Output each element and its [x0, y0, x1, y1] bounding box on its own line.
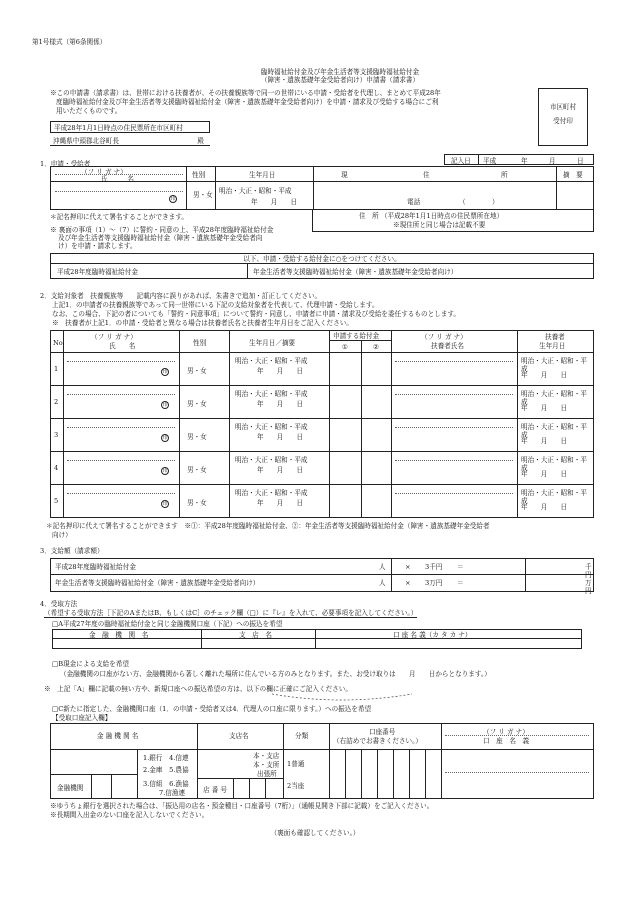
bank-types-3[interactable]: 3.信組 6.漁協	[143, 780, 189, 788]
row-sup-ymd[interactable]: 年 月 日	[521, 404, 568, 412]
table-row[interactable]	[51, 452, 593, 485]
col-category: 分類	[295, 732, 309, 740]
amount-table	[50, 558, 594, 596]
benefit-option-2[interactable]: 年金生活者等支援臨時福祉給付金（障害・遺族基礎年金受給者向け）	[253, 268, 458, 276]
dashed-arrow-icon	[272, 692, 412, 704]
entry-day: 日	[577, 157, 584, 165]
section2-footnote-1: ＊記名押印に代えて署名することができます ※①：平成28年度臨時福祉給付金、②：年金生活者等支援臨時福祉給付金（障害・遺族基礎年金受給者	[46, 522, 490, 530]
col-gender: 性別	[192, 171, 206, 179]
equals-2: ＝	[457, 579, 464, 587]
form-title-2: （障害・遺族基礎年金受給者向け）申請書（請求書）	[260, 76, 420, 84]
amount-1: 3千円	[425, 563, 443, 571]
col-apply-2: ②	[373, 343, 379, 351]
col-dep-name: 氏 名	[109, 342, 136, 350]
row-sup-eras[interactable]: 明治・大正・昭和・平成	[521, 456, 587, 473]
col-holder-furigana: （フ リ ガ ナ）	[483, 728, 529, 736]
section1-heading: 1．申請・受給者	[40, 160, 91, 168]
row-gender[interactable]: 男・女	[187, 367, 207, 375]
row-ymd[interactable]: 年 月 日	[257, 499, 304, 507]
opt-a-branch: 支 店 名	[239, 631, 272, 639]
bank-account-table	[50, 723, 594, 799]
amount-2: 3万円	[425, 579, 443, 587]
col-place: 所	[501, 171, 508, 179]
col-apply-1: ①	[342, 343, 348, 351]
row-ymd[interactable]: 年 月 日	[257, 367, 304, 375]
col-sup-furigana: （フ リ ガ ナ）	[421, 333, 467, 341]
entry-date-box[interactable]	[444, 154, 594, 165]
addr-note-1: 住 所 （平成28年1月1日時点の住民票所在地）	[359, 212, 504, 220]
col-name: 氏 名	[101, 175, 134, 183]
col-account-no: 口座番号	[369, 728, 396, 736]
bank-types-1[interactable]: 1.銀行 4.信連	[143, 754, 189, 762]
table-row[interactable]	[51, 386, 593, 419]
row-gender[interactable]: 男・女	[187, 499, 207, 507]
note-a: ※ 上記「A」欄に記載の無い方や、新規口座への振込希望の方は、以下の欄に正確にご記入ください。	[44, 685, 352, 693]
registered-address-box[interactable]	[312, 210, 594, 232]
municipality-label: 平成28年1月1日時点の住民票所在市区町村	[50, 121, 210, 133]
row-sup-ymd[interactable]: 年 月 日	[521, 503, 568, 511]
amount-row-1-person[interactable]: 人	[379, 563, 386, 571]
bank-types-4[interactable]: 7.信漁連	[159, 789, 186, 797]
col-remarks: 摘 要	[563, 171, 583, 179]
col-bank-name: 金 融 機 関 名	[97, 732, 139, 740]
row-eras[interactable]: 明治・大正・昭和・平成	[235, 489, 308, 497]
row-sup-eras[interactable]: 明治・大正・昭和・平成	[521, 357, 587, 374]
section2-heading: 2．支給対象者 扶養親族等 記載内容に誤りがあれば、朱書きで追加・訂正してください。	[40, 292, 322, 300]
acct-type-2[interactable]: 2当座	[287, 782, 305, 790]
col-dep-gender: 性別	[193, 339, 207, 347]
section4-heading: 4．受取方法	[40, 600, 78, 608]
intro-line-3: 用いただくものです。	[56, 107, 122, 115]
equals-1: ＝	[457, 563, 464, 571]
amount-row-1-label: 平成28年度臨時福祉給付金	[55, 563, 136, 571]
bank-form-label: 【受取口座記入欄】	[52, 714, 112, 722]
col-current: 現	[341, 171, 348, 179]
section3-heading: 3．支給額（請求額）	[40, 547, 104, 555]
consent-line-1: ※ 裏面の事項（1）～（7）に誓約・同意の上、平成28年度臨時福祉給付金	[50, 226, 274, 234]
applicant-ymd[interactable]: 年 月 日	[251, 198, 298, 206]
phone-input[interactable]: （ ）	[459, 198, 499, 206]
addr-note-2: ※現住所と同じ場合は記載不要	[393, 221, 486, 230]
yucho-note: ※ゆうちょ銀行を選択された場合は、「振込用の店名・預金種目・口座番号（7桁）」（通帳見開き下部に記載）をご記入ください。	[50, 802, 434, 810]
col-account-note: （右詰めでお書きください。）	[333, 737, 423, 745]
row-no: 2	[54, 398, 59, 406]
row-no: 3	[54, 431, 59, 439]
branch-types-1[interactable]: 本・支店	[253, 752, 280, 760]
consent-line-2: 及び年金生活者等支援臨時福祉給付金（障害・遺族基礎年金受給者向	[58, 234, 263, 242]
applicant-eras[interactable]: 明治・大正・昭和・平成	[219, 187, 292, 195]
row-eras[interactable]: 明治・大正・昭和・平成	[235, 390, 308, 398]
form-title-1: 臨時福祉給付金及び年金生活者等支援臨時福祉給付金	[260, 68, 420, 76]
col-sup-name: 扶養者氏名	[431, 342, 464, 350]
table-row[interactable]	[51, 353, 593, 386]
row-sup-ymd[interactable]: 年 月 日	[521, 470, 568, 478]
row-ymd[interactable]: 年 月 日	[257, 466, 304, 474]
applicant-gender[interactable]: 男・女	[193, 191, 213, 199]
row-gender[interactable]: 男・女	[187, 466, 207, 474]
option-b-note: （金融機関の口座がない方、金融機関から著しく離れた場所に住んでいる方のみとなります。また、お受け取りは 月 日からとなります。）	[60, 670, 491, 678]
row-ymd[interactable]: 年 月 日	[257, 400, 304, 408]
entry-date-label: 記入日	[451, 157, 471, 165]
form-number: 第1号様式（第6条関係）	[32, 38, 107, 46]
branch-code-label: 店 番 号	[203, 786, 227, 794]
row-sup-eras[interactable]: 明治・大正・昭和・平成	[521, 489, 587, 506]
times-2: ×	[405, 579, 411, 587]
option-a-table	[52, 629, 582, 649]
amount-row-2-label: 年金生活者等支援臨時福祉給付金（障害・遺族基礎年金受給者向け）	[55, 579, 260, 587]
mayor-line[interactable]: 沖縄県中頭郡北谷町長 殿	[50, 135, 210, 146]
table-row[interactable]	[51, 419, 593, 452]
col-address: 住	[423, 171, 430, 179]
seal-mark: 印	[162, 402, 168, 408]
sign-note: ＊記名押印に代えて署名することができます。	[50, 213, 188, 221]
benefit-select-box	[50, 253, 594, 279]
seal-mark: 印	[162, 435, 168, 441]
section2-line-2: なお、この場合、下記の者についても「誓約・同意事項」について誓約・同意し、申請者に申請・請求及び受給を委任するものとします。	[52, 310, 461, 318]
table-row[interactable]	[51, 485, 593, 517]
phone-label: 電話	[407, 198, 421, 206]
col-dob: 生年月日	[249, 171, 276, 179]
reception-stamp-box	[538, 88, 588, 146]
section2-line-1: 上記1．の申請者の扶養親族等であって同一世帯にいる下記の支給対象者を代表して、代理申請・受給します。	[52, 301, 379, 309]
amount-row-2-person[interactable]: 人	[379, 579, 386, 587]
consent-line-3: け）を申請・請求します。	[58, 242, 137, 250]
row-sup-eras[interactable]: 明治・大正・昭和・平成	[521, 423, 587, 440]
row-sup-ymd[interactable]: 年 月 日	[521, 437, 568, 445]
acct-type-1[interactable]: 1普通	[287, 760, 305, 768]
branch-types-2[interactable]: 本・支所	[253, 761, 280, 769]
col-holder-name: 口 座 名 義	[483, 737, 530, 745]
row-sup-ymd[interactable]: 年 月 日	[521, 371, 568, 379]
applicant-furigana-input[interactable]	[55, 191, 183, 192]
bank-code-label: 金融機関	[57, 784, 84, 792]
option-a[interactable]: □A平成27年度の臨時福祉給付金と同じ金融機関口座（下記）への振込を希望	[52, 620, 283, 628]
opt-a-holder: 口 座 名 義（カ タ カ ナ）	[393, 631, 472, 639]
row-no: 1	[54, 365, 59, 373]
applicant-table	[50, 166, 594, 210]
row-ymd[interactable]: 年 月 日	[257, 433, 304, 441]
entry-date-era: 平成	[483, 157, 497, 165]
row-eras[interactable]: 明治・大正・昭和・平成	[235, 456, 308, 464]
benefit-option-1[interactable]: 平成28年度臨時福祉給付金	[57, 268, 138, 276]
row-no: 5	[54, 497, 59, 505]
col-dep-dob: 生年月日／摘要	[249, 339, 296, 347]
col-sup-dob: 生年月日	[539, 342, 566, 350]
entry-month: 月	[549, 157, 556, 165]
times-1: ×	[405, 563, 411, 571]
row-sup-eras[interactable]: 明治・大正・昭和・平成	[521, 390, 587, 407]
row-gender[interactable]: 男・女	[187, 433, 207, 441]
option-b[interactable]: □B現金による支給を希望	[52, 660, 130, 668]
row-eras[interactable]: 明治・大正・昭和・平成	[235, 357, 308, 365]
col-apply: 申請する給付金	[333, 332, 380, 340]
footer-note: （裏面も確認してください。）	[270, 829, 360, 837]
opt-a-bank: 金 融 機 関 名	[89, 631, 149, 639]
seal-mark: 印	[170, 196, 176, 202]
stamp-label-1: 市区町村	[549, 103, 577, 111]
bank-types-2[interactable]: 2.金庫 5.農協	[143, 766, 189, 774]
entry-year: 年	[521, 157, 528, 165]
row-no: 4	[54, 464, 59, 472]
col-no: No.	[53, 339, 65, 347]
mayor-suffix: 殿	[197, 137, 204, 145]
row-gender[interactable]: 男・女	[187, 400, 207, 408]
unit-2[interactable]: 万円	[585, 579, 592, 596]
col-dep-furigana: （フ リ ガ ナ）	[91, 333, 137, 341]
row-eras[interactable]: 明治・大正・昭和・平成	[235, 423, 308, 431]
col-sup: 扶養者	[545, 333, 565, 341]
col-branch-name: 支店名	[229, 732, 249, 740]
dormant-note: ※長期間入出金のない口座を記入しないでください。	[50, 811, 209, 819]
unit-1[interactable]: 千円	[585, 563, 592, 580]
stamp-label-2: 受付印	[553, 117, 573, 126]
option-c[interactable]: □C新たに指定した、金融機関口座（1．の申請・受給者又は4．代理人の口座に限ります。）への振込を希望	[52, 705, 372, 713]
seal-mark: 印	[162, 369, 168, 375]
col-furigana: （フ リ ガ ナ）	[81, 168, 127, 176]
seal-mark: 印	[162, 468, 168, 474]
section2-line-3: ※ 扶養者が上記1．の申請・受給者と異なる場合は扶養者氏名と扶養者生年月日をご記入ください。	[52, 319, 353, 327]
intro-line-1: ※この申請書（請求書）は、世帯における扶養者が、その扶養親族等で同一の世帯にいる申請・受給者を代理し、まとめて平成28年	[50, 89, 441, 97]
circle-note: 以下、申請・受給する給付金に○をつけてください。	[243, 255, 401, 263]
branch-types-3[interactable]: 出張所	[257, 770, 277, 778]
intro-line-2: 度臨時福祉給付金及び年金生活者等支援臨時福祉給付金（障害・遺族基礎年金受給者向け）を申請・請求及び受給する場合にご利	[56, 98, 439, 106]
seal-mark: 印	[162, 501, 168, 507]
section2-footnote-2: 向け）	[52, 531, 72, 539]
section4-instruction: （希望する受取方法［下記のAまたはB、もしくはC］のチェック欄（□）に『レ』を入れて、必要事項を記入してください。）	[44, 609, 418, 617]
dependents-table	[50, 330, 594, 518]
